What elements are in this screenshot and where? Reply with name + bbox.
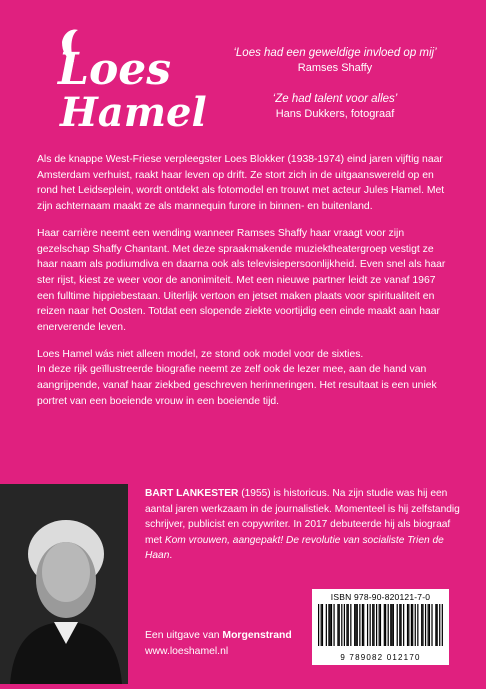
barcode-bar: [439, 604, 440, 646]
author-portrait-icon: [0, 484, 128, 684]
author-book-title: Kom vrouwen, aangepakt! De revolutie van socialiste Trien de Haan: [145, 534, 444, 562]
barcode-bar: [346, 604, 347, 646]
barcode-bar: [437, 604, 438, 646]
barcode: [312, 589, 449, 665]
barcode-bar: [341, 604, 342, 646]
blurb-paragraph-2: Haar carrière neemt een wending wanneer Ramses Shaffy haar vraagt voor zijn gezelschap Shaffy Chantant. Met deze spraakmakende muziektheatergroep vestigt ze haar naam als podiumdiva en daarna ook als televisiepersoonlijkheid. Even snel als haar ster rijst, kiest ze weer voor de anonimiteit. Met een nieuwe partner leidt ze vanaf 1967 een fulltime hippiebestaan. Uiterlijk vertoon en jetset maken plaats voor spiritualiteit en reizen naar het Oosten. Totdat een slopende ziekte voortijdig een einde maakt aan haar enerverende leven.: [37, 227, 446, 334]
author-name: BART LANKESTER: [145, 488, 239, 499]
barcode-bar: [403, 604, 404, 646]
barcode-bar: [380, 604, 381, 646]
barcode-bar: [370, 604, 371, 646]
barcode-bar: [411, 604, 412, 646]
barcode-bar: [397, 604, 398, 646]
barcode-bar: [367, 604, 368, 646]
barcode-bar: [388, 604, 389, 646]
blurb-p3-line1: Loes Hamel wás niet alleen model, ze stond ook model voor de sixties.: [37, 348, 364, 360]
barcode-bar: [428, 604, 429, 646]
barcode-bar: [412, 604, 413, 646]
publisher-block: [145, 628, 292, 660]
barcode-bar: [425, 604, 426, 646]
blurb-paragraph-3: [37, 347, 452, 410]
barcode-bar: [385, 604, 386, 646]
barcode-bar: [350, 604, 351, 646]
barcode-bar: [326, 604, 327, 646]
barcode-bar: [357, 604, 358, 646]
quote-1: ‘Loes had een geweldige invloed op mij’: [233, 47, 437, 59]
barcode-bar: [421, 604, 422, 646]
logo-line-2: Hamel: [60, 89, 207, 136]
barcode-bar: [333, 604, 334, 646]
barcode-bar: [379, 604, 380, 646]
publisher-name: Morgenstrand: [222, 630, 292, 641]
barcode-bar: [384, 604, 385, 646]
barcode-bar: [422, 604, 423, 646]
quote-1-author: Ramses Shaffy: [297, 62, 373, 74]
publisher-line: [145, 628, 292, 644]
isbn-number: ISBN 978-90-820121-7-0: [330, 592, 431, 602]
blurb: [37, 152, 452, 421]
barcode-bar: [373, 604, 374, 646]
blurb-paragraph-1: Als de knappe West-Friese verpleegster Loes Blokker (1938-1974) eind jaren vijftig naar Amsterdam verhuist, raakt haar leven op drift. Ze stort zich in de uitgaanswereld op en rond het Leidseplein, wordt ontdekt als fotomodel en trouwt met acteur Jules Hamel. Met zijn achternaam maakt ze als mannequin furore in binnen- en buitenland.: [37, 154, 445, 213]
barcode-bars: [318, 602, 443, 648]
barcode-bar: [376, 604, 377, 646]
quote-2-author: Hans Dukkers, fotograaf: [275, 108, 395, 120]
barcode-bar: [363, 604, 364, 646]
publisher-prefix: Een uitgave van: [145, 630, 223, 641]
author-bio-end: .: [169, 550, 173, 562]
quote-2: ‘Ze had talent voor alles’: [272, 93, 398, 105]
barcode-bar: [407, 604, 408, 646]
barcode-bar: [318, 604, 319, 646]
barcode-bar: [442, 604, 443, 646]
barcode-bar: [331, 604, 332, 646]
barcode-bar: [337, 604, 338, 646]
barcode-bar: [393, 604, 394, 646]
author-bio-text: (1955) is historicus. Na zijn studie was hij een aantal jaren werkzaam in de journalistiek. Momenteel is hij zelfstandig schrijver, publicist en copywriter. In 2017 debuteerde hij als biograaf met: [145, 488, 460, 546]
barcode-bar: [408, 604, 409, 646]
barcode-bar: [355, 604, 356, 646]
barcode-bar: [330, 604, 331, 646]
barcode-bar: [321, 604, 322, 646]
barcode-bar: [431, 604, 432, 646]
barcode-bar: [359, 604, 360, 646]
website-link[interactable]: www.loeshamel.nl: [145, 646, 229, 657]
barcode-bar: [415, 604, 416, 646]
barcode-bar: [344, 604, 345, 646]
barcode-bar: [429, 604, 430, 646]
barcode-bar: [322, 604, 323, 646]
barcode-bar: [362, 604, 363, 646]
barcode-bar: [400, 604, 401, 646]
barcode-bar: [390, 604, 391, 646]
barcode-number: 9 789082 012170: [340, 653, 421, 662]
author-photo: [0, 484, 128, 684]
logo-line-1: Loes: [58, 44, 172, 95]
author-bio: [145, 486, 460, 564]
barcode-bar: [417, 604, 418, 646]
barcode-bar: [391, 604, 392, 646]
barcode-bar: [348, 604, 349, 646]
blurb-p3-rest: In deze rijk geïllustreerde biografie neemt ze zelf ook de lezer mee, aan de hand van aangrijpende, vanaf haar ziekbed geschreven herinneringen. Het resultaat is een uniek portret van een boeiende vrouw in een boeiende tijd.: [37, 364, 437, 407]
loes-hamel-logo: [40, 22, 207, 136]
barcode-bar: [435, 604, 436, 646]
quotes-block: [205, 46, 465, 138]
barcode-bar: [354, 604, 355, 646]
barcode-bar: [399, 604, 400, 646]
barcode-bar: [339, 604, 340, 646]
barcode-bar: [328, 604, 329, 646]
barcode-bar: [372, 604, 373, 646]
